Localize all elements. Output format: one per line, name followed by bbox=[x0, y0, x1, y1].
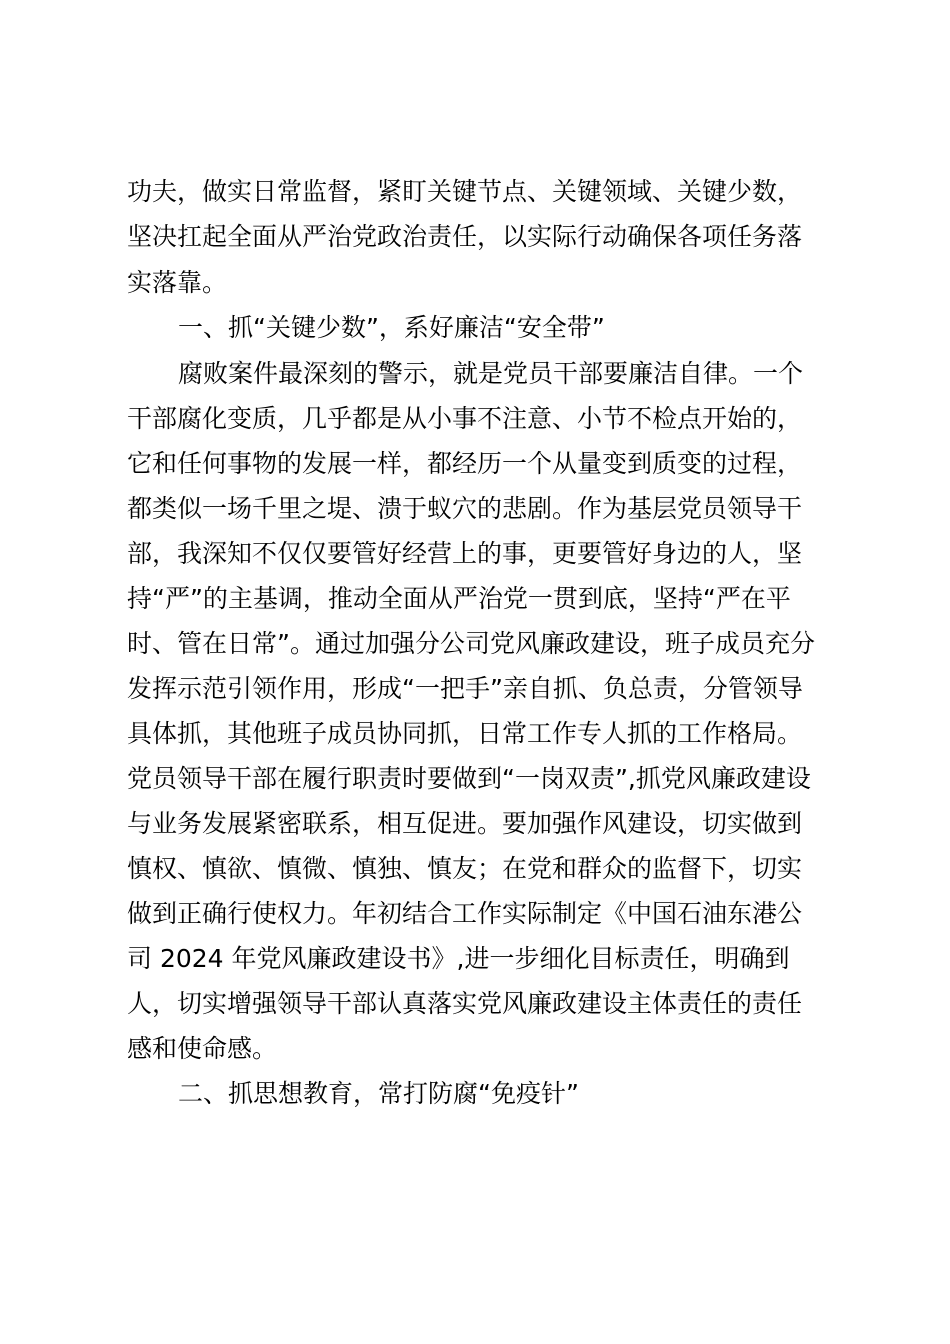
paragraph-line: 干部腐化变质，几乎都是从小事不注意、小节不检点开始的， bbox=[127, 404, 803, 433]
paragraph-line: 时、管在日常”。通过加强分公司党风廉政建设，班子成员充分 bbox=[127, 629, 815, 658]
paragraph-line: 实落靠。 bbox=[127, 268, 228, 297]
section-heading: 一、抓“关键少数”，系好廉洁“安全带” bbox=[178, 313, 605, 342]
paragraph-line: 发挥示范引领作用，形成“一把手”亲自抓、负总责，分管领导 bbox=[127, 674, 803, 703]
paragraph-line: 做到正确行使权力。年初结合工作实际制定《中国石油东港公 bbox=[127, 899, 803, 928]
paragraph-line: 腐败案件最深刻的警示，就是党员干部要廉洁自律。一个 bbox=[178, 359, 804, 388]
paragraph-line: 持“严”的主基调，推动全面从严治党一贯到底，坚持“严在平 bbox=[127, 584, 791, 613]
paragraph-line: 具体抓，其他班子成员协同抓，日常工作专人抓的工作格局。 bbox=[127, 719, 803, 748]
paragraph-line: 部，我深知不仅仅要管好经营上的事，更要管好身边的人，坚 bbox=[127, 539, 803, 568]
paragraph-line: 坚决扛起全面从严治党政治责任，以实际行动确保各项任务落 bbox=[127, 222, 803, 251]
paragraph-line: 都类似一场千里之堤、溃于蚁穴的悲剧。作为基层党员领导干 bbox=[127, 494, 803, 523]
paragraph-line: 人，切实增强领导干部认真落实党风廉政建设主体责任的责任 bbox=[127, 989, 803, 1018]
paragraph-line: 慎权、慎欲、慎微、慎独、慎友；在党和群众的监督下，切实 bbox=[127, 854, 803, 883]
section-heading: 二、抓思想教育，常打防腐“免疫针” bbox=[178, 1079, 579, 1108]
paragraph-line: 党员领导干部在履行职责时要做到“一岗双责”,抓党风廉政建设 bbox=[127, 764, 811, 793]
paragraph-line: 司 2024 年党风廉政建设书》,进一步细化目标责任，明确到 bbox=[127, 944, 790, 973]
paragraph-line: 功夫，做实日常监督，紧盯关键节点、关键领域、关键少数， bbox=[127, 177, 803, 206]
paragraph-line: 与业务发展紧密联系，相互促进。要加强作风建设，切实做到 bbox=[127, 809, 803, 838]
paragraph-line: 它和任何事物的发展一样，都经历一个从量变到质变的过程， bbox=[127, 449, 803, 478]
paragraph-line: 感和使命感。 bbox=[127, 1034, 278, 1063]
